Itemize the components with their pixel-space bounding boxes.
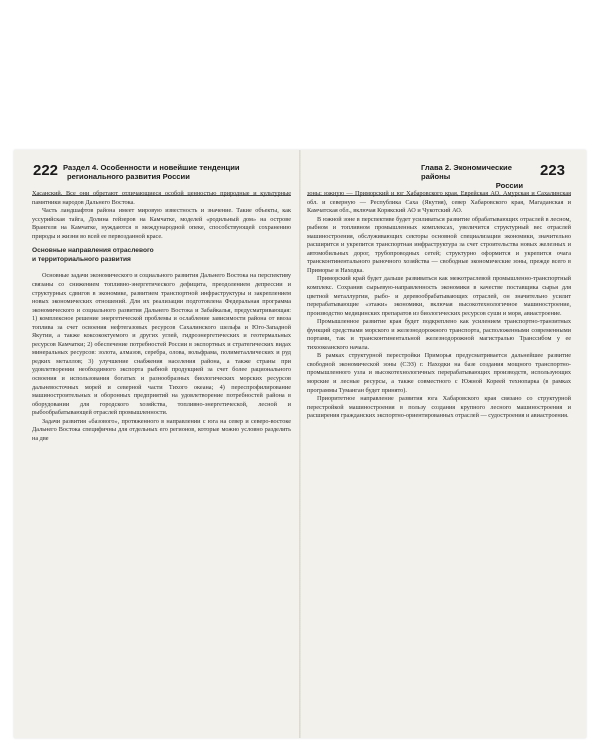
right-running-head [421,163,531,190]
book-spread [14,150,586,738]
paragraph: Основные задачи экономического и социального развития Дальнего Востока на перспективу связаны со снижением топливно-энергетического дефицита, преодолением депрессии и структурных сдвигов в экономике, развитием транспортной инфраструктуры и закреплением новых экономических отношений. Для их реализации подготовлена Федеральная программа экономического и социального развития Дальнего Востока и Забайкалья, предусматривающая: 1) комплексное решение энергетической проблемы и ослабление зависимости района от ввоза топлива за счет освоения нефтегазовых ресурсов Сахалинского шельфа и Юго-Западной Якутии, а также коксококтуемого и других углей, гидроэнергетических и геотермальных ресурсов Камчатки; 2) обеспечение потребностей России в экспортных и стратегических видах минеральных ресурсов: золота, алмазов, серебра, олова, вольфрама, полиметаллических и руд редких металлов; 3) улучшение снабжения населения района, а также страны при удовлетворении необходимого экспорта рыбной продукцией за счет более рационального освоения и использования богатых и разнообразных биологических морских ресурсов дальневосточных морей и северной части Тихого океана; 4) переспрофилирование машиностроительных и оборонных предприятий на удовлетворение потребностей района в оборудовании для городского хозяйства, топливно-энергетической, лесной и рыбообрабатывающей отраслей промышленности. [32,272,291,417]
left-page-number: 222 [33,162,59,179]
right-page [301,150,586,738]
left-running-head-line: регионального развития России [67,172,190,181]
subheading-line: Основные направления отраслевого [32,247,154,255]
paragraph: В рамках структурной перестройки Приморья предусматривается дальнейшее развитие свободной экономической зоны (СЭЗ) г. Находки на базе создания мощного транспортно-промышленного узла и высокотехнологичных перерабатывающих производств, использующих морские и лесные ресурсы, а также совместного с Южной Кореей технопарка (в рамках программы Туманган будет принято). [307,352,571,394]
left-page-body [32,190,291,443]
paragraph: зоны: южную — Приморский и юг Хабаровского края, Еврейская АО, Амурская и Сахалинская обл. и северную — Республика Саха (Якутия), север Хабаровского края, Магаданская и Камчатская обл., включая Корякский АО и Чукотский АО. [307,190,571,215]
section-subheading [32,247,291,264]
paragraph: Приоритетное направление развития юга Хабаровского края связано со структурной перестройкой машиностроения в пользу создания крупного лесного машиностроения и расширения гражданских экспортно-ориентированных отраслей — судостроения и авиастроения. [307,395,571,420]
right-page-body [307,190,571,421]
right-page-number: 223 [540,162,566,179]
paragraph: Хасанский. Все они обретают отличающиеся особой ценностью природные и культурные памятники народов Дальнего Востока. [32,190,291,206]
left-running-head [63,163,293,181]
left-page [14,150,299,738]
right-running-head-line: России [495,181,523,190]
subheading-line: и территориального развития [32,255,131,263]
paragraph: Часть ландшафтов района имеет мировую известность и значение. Такие объекты, как уссурийская тайга, Долина гейзеров на Камчатке, моделей «родильный дом» на острове Врангеля на Камчатке, нуждаются в международной опеке, способствующей сохранению природы и жизни во всей ее первозданной красе. [32,207,291,240]
paragraph: В южной зоне в перспективе будет усиливаться развитие обрабатывающих отраслей в лесном, рыбном и топливном промышленных комплексах, увеличится структурный вес отраслей машиностроения, обслуживающих секторы основной специализации экономики, значительно расширится и укрепится транспортная инфраструктура за счет строительства новых железных и автомобильных дорог, трубопроводных сетей; структурно оформится и укрепится очага трансконтинентального рыночного хозяйства — свободные экономические зоны, прежде всего в Приморье и Находка. [307,215,571,274]
paragraph: Промышленное развитие края будет подкреплено как усилением транспортно-транзитных функций средствами морского и железнодорожного транспорта, расположенными современными портами, так и трансконтинентальной железнодорожной магистралью Транссибом у ее тихоокеанского начала. [307,318,571,351]
right-running-head-line: Глава 2. Экономические районы [421,163,512,181]
paragraph: Задачи развития «базового», протяженного в направлении с юга на север и северо-востоке Дальнего Востока специфичны для отдельных его регионов, которые можно условно разделить на две [32,417,291,442]
paragraph: Приморский край будет дальше развиваться как межотраслевой промышленно-транспортный комплекс. Сохранив сырьевую-направленность экономики в качестве поставщика сырья для цветной металлургии, рыбо- и деревообрабатывающих отраслей, он значительно усилит перерабатывающие «этажи» экономики, включая высокотехнологичное машиностроение, производство медицинских препаратов из биологических ресурсов суши и моря, авиастроение. [307,275,571,317]
left-running-head-line: Раздел 4. Особенности и новейшие тенденции [63,163,240,172]
